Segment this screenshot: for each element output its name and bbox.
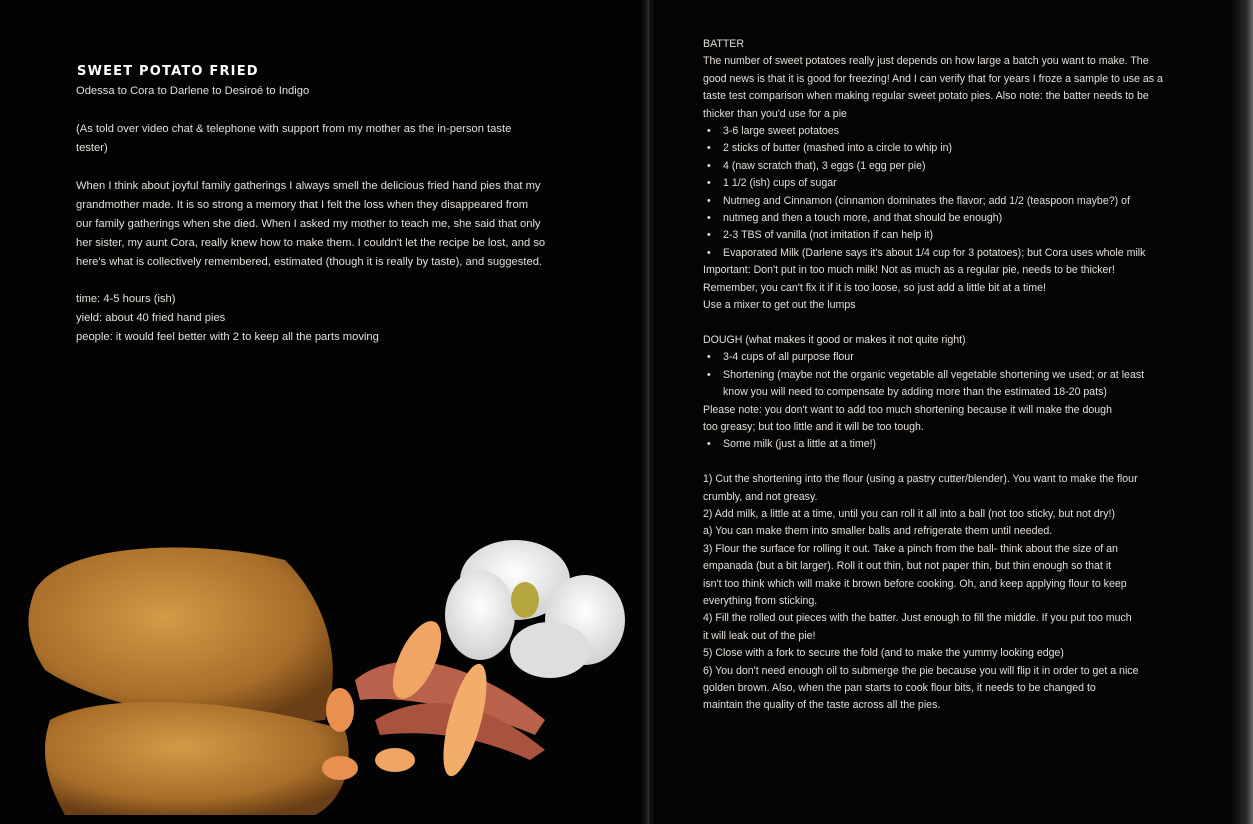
ingredient-bullet: • Nutmeg and Cinnamon (cinnamon dominates the flavor; add 1/2 (teaspoon maybe?) of [703, 193, 1163, 210]
instruction-line: crumbly, and not greasy. [703, 490, 818, 503]
story-line-4: her sister, my aunt Cora, really knew how to make them. I couldn't let the recipe be lost, and so [76, 237, 546, 249]
ingredient-bullet: • 3-4 cups of all purpose flour [703, 349, 1163, 366]
ingredient-bullet: • Evaporated Milk (Darlene says it's about 1/4 cup for 3 potatoes); but Cora uses whole milk [703, 245, 1163, 262]
instruction-line: 4) Fill the rolled out pieces with the batter. Just enough to fill the middle. If you put too much [703, 612, 1132, 625]
instruction-line: good news is that it is good for freezing! And I can verify that for years I froze a sample to use as a [703, 72, 1163, 85]
recipe-time: time: 4-5 hours (ish) [76, 293, 176, 305]
instruction-line: The number of sweet potatoes really just depends on how large a batch you want to make. The [703, 55, 1149, 68]
ingredient-bullet: • 4 (naw scratch that), 3 eggs (1 egg per pie) [703, 158, 1163, 175]
story-line-5: here's what is collectively remembered, estimated (though it is really by taste), and suggested. [76, 256, 543, 268]
recipe-yield: yield: about 40 fried hand pies [76, 312, 226, 324]
instruction-line: Use a mixer to get out the lumps [703, 299, 856, 312]
spacer [703, 315, 1163, 332]
instruction-line: know you will need to compensate by adding more than the estimated 18-20 pats) [723, 386, 1107, 399]
ingredient-bullet: • 3-6 large sweet potatoes [703, 123, 1163, 140]
instruction-line: everything from sticking. [703, 595, 818, 607]
instruction-line: 5) Close with a fork to secure the fold (and to make the yummy looking edge) [703, 647, 1064, 660]
sweet-potatoes [322, 614, 545, 780]
instruction-line: empanada (but a bit larger). Roll it out thin, but not paper thin, but thin enough so that it [703, 560, 1112, 573]
ingredient-bullet: • 2 sticks of butter (mashed into a circle to whip in) [703, 140, 1163, 157]
note-line-1: (As told over video chat & telephone with support from my mother as the in-person taste [76, 123, 512, 135]
instruction-line: too greasy; but too little and it will be too tough. [703, 420, 924, 433]
instruction-line: DOUGH (what makes it good or makes it not quite right) [703, 333, 966, 346]
recipe-instructions [703, 36, 1163, 715]
instruction-line: taste test comparison when making regular sweet potato pies. Also note: the batter needs to be [703, 90, 1149, 103]
recipe-people: people: it would feel better with 2 to keep all the parts moving [76, 331, 379, 343]
instruction-line: Please note: you don't want to add too much shortening because it will make the dough [703, 403, 1112, 416]
note-line-2: tester) [76, 142, 108, 154]
spacer [703, 454, 1163, 471]
instruction-line: BATTER [703, 38, 745, 50]
ingredient-bullet: • Shortening (maybe not the organic vegetable all vegetable shortening we used; or at least [703, 367, 1163, 384]
hand-pie-1 [28, 548, 332, 723]
instruction-line: golden brown. Also, when the pan starts to cook flour bits, it needs to be changed to [703, 682, 1096, 695]
story-line-3: our family gatherings when she died. When I asked my mother to teach me, she said that only [76, 218, 541, 230]
recipe-lineage: Odessa to Cora to Darlene to Desiroé to Indigo [76, 85, 310, 97]
food-photo [25, 520, 645, 820]
ingredient-bullet: • 2-3 TBS of vanilla (not imitation if can help it) [703, 227, 1163, 244]
instruction-line: a) You can make them into smaller balls and refrigerate them until needed. [703, 525, 1053, 538]
magnolia-flower [445, 540, 625, 678]
instruction-line: Important: Don't put in too much milk! Not as much as a regular pie, needs to be thicker! [703, 264, 1115, 277]
story-line-2: grandmother made. It is so strong a memory that I felt the loss when they disappeared from [76, 199, 529, 211]
page-edge [1231, 0, 1253, 824]
instruction-line: 3) Flour the surface for rolling it out. Take a pinch from the ball- think about the size of an [703, 542, 1118, 555]
instruction-line: Remember, you can't fix it if it is too loose, so just add a little bit at a time! [703, 281, 1046, 294]
ingredient-bullet: • nutmeg and then a touch more, and that should be enough) [703, 210, 1163, 227]
instruction-line: isn't too think which will make it brown before cooking. Oh, and keep applying flour to keep [703, 577, 1127, 590]
instruction-line: 6) You don't need enough oil to submerge the pie because you will flip it in order to get a nice [703, 664, 1139, 677]
instruction-line: thicker than you'd use for a pie [703, 107, 847, 120]
instruction-line: 1) Cut the shortening into the flour (using a pastry cutter/blender). You want to make the flour [703, 473, 1138, 486]
instruction-line: 2) Add milk, a little at a time, until you can roll it all into a ball (not too sticky, but not dry!) [703, 507, 1115, 520]
ingredient-bullet: • 1 1/2 (ish) cups of sugar [703, 175, 1163, 192]
story-line-1: When I think about joyful family gatherings I always smell the delicious fried hand pies that my [76, 180, 541, 192]
instruction-line: it will leak out of the pie! [703, 629, 816, 642]
ingredient-bullet: • Some milk (just a little at a time!) [703, 436, 1163, 453]
recipe-title: SWEET POTATO FRIED [77, 64, 259, 79]
instruction-line: maintain the quality of the taste across all the pies. [703, 699, 941, 712]
